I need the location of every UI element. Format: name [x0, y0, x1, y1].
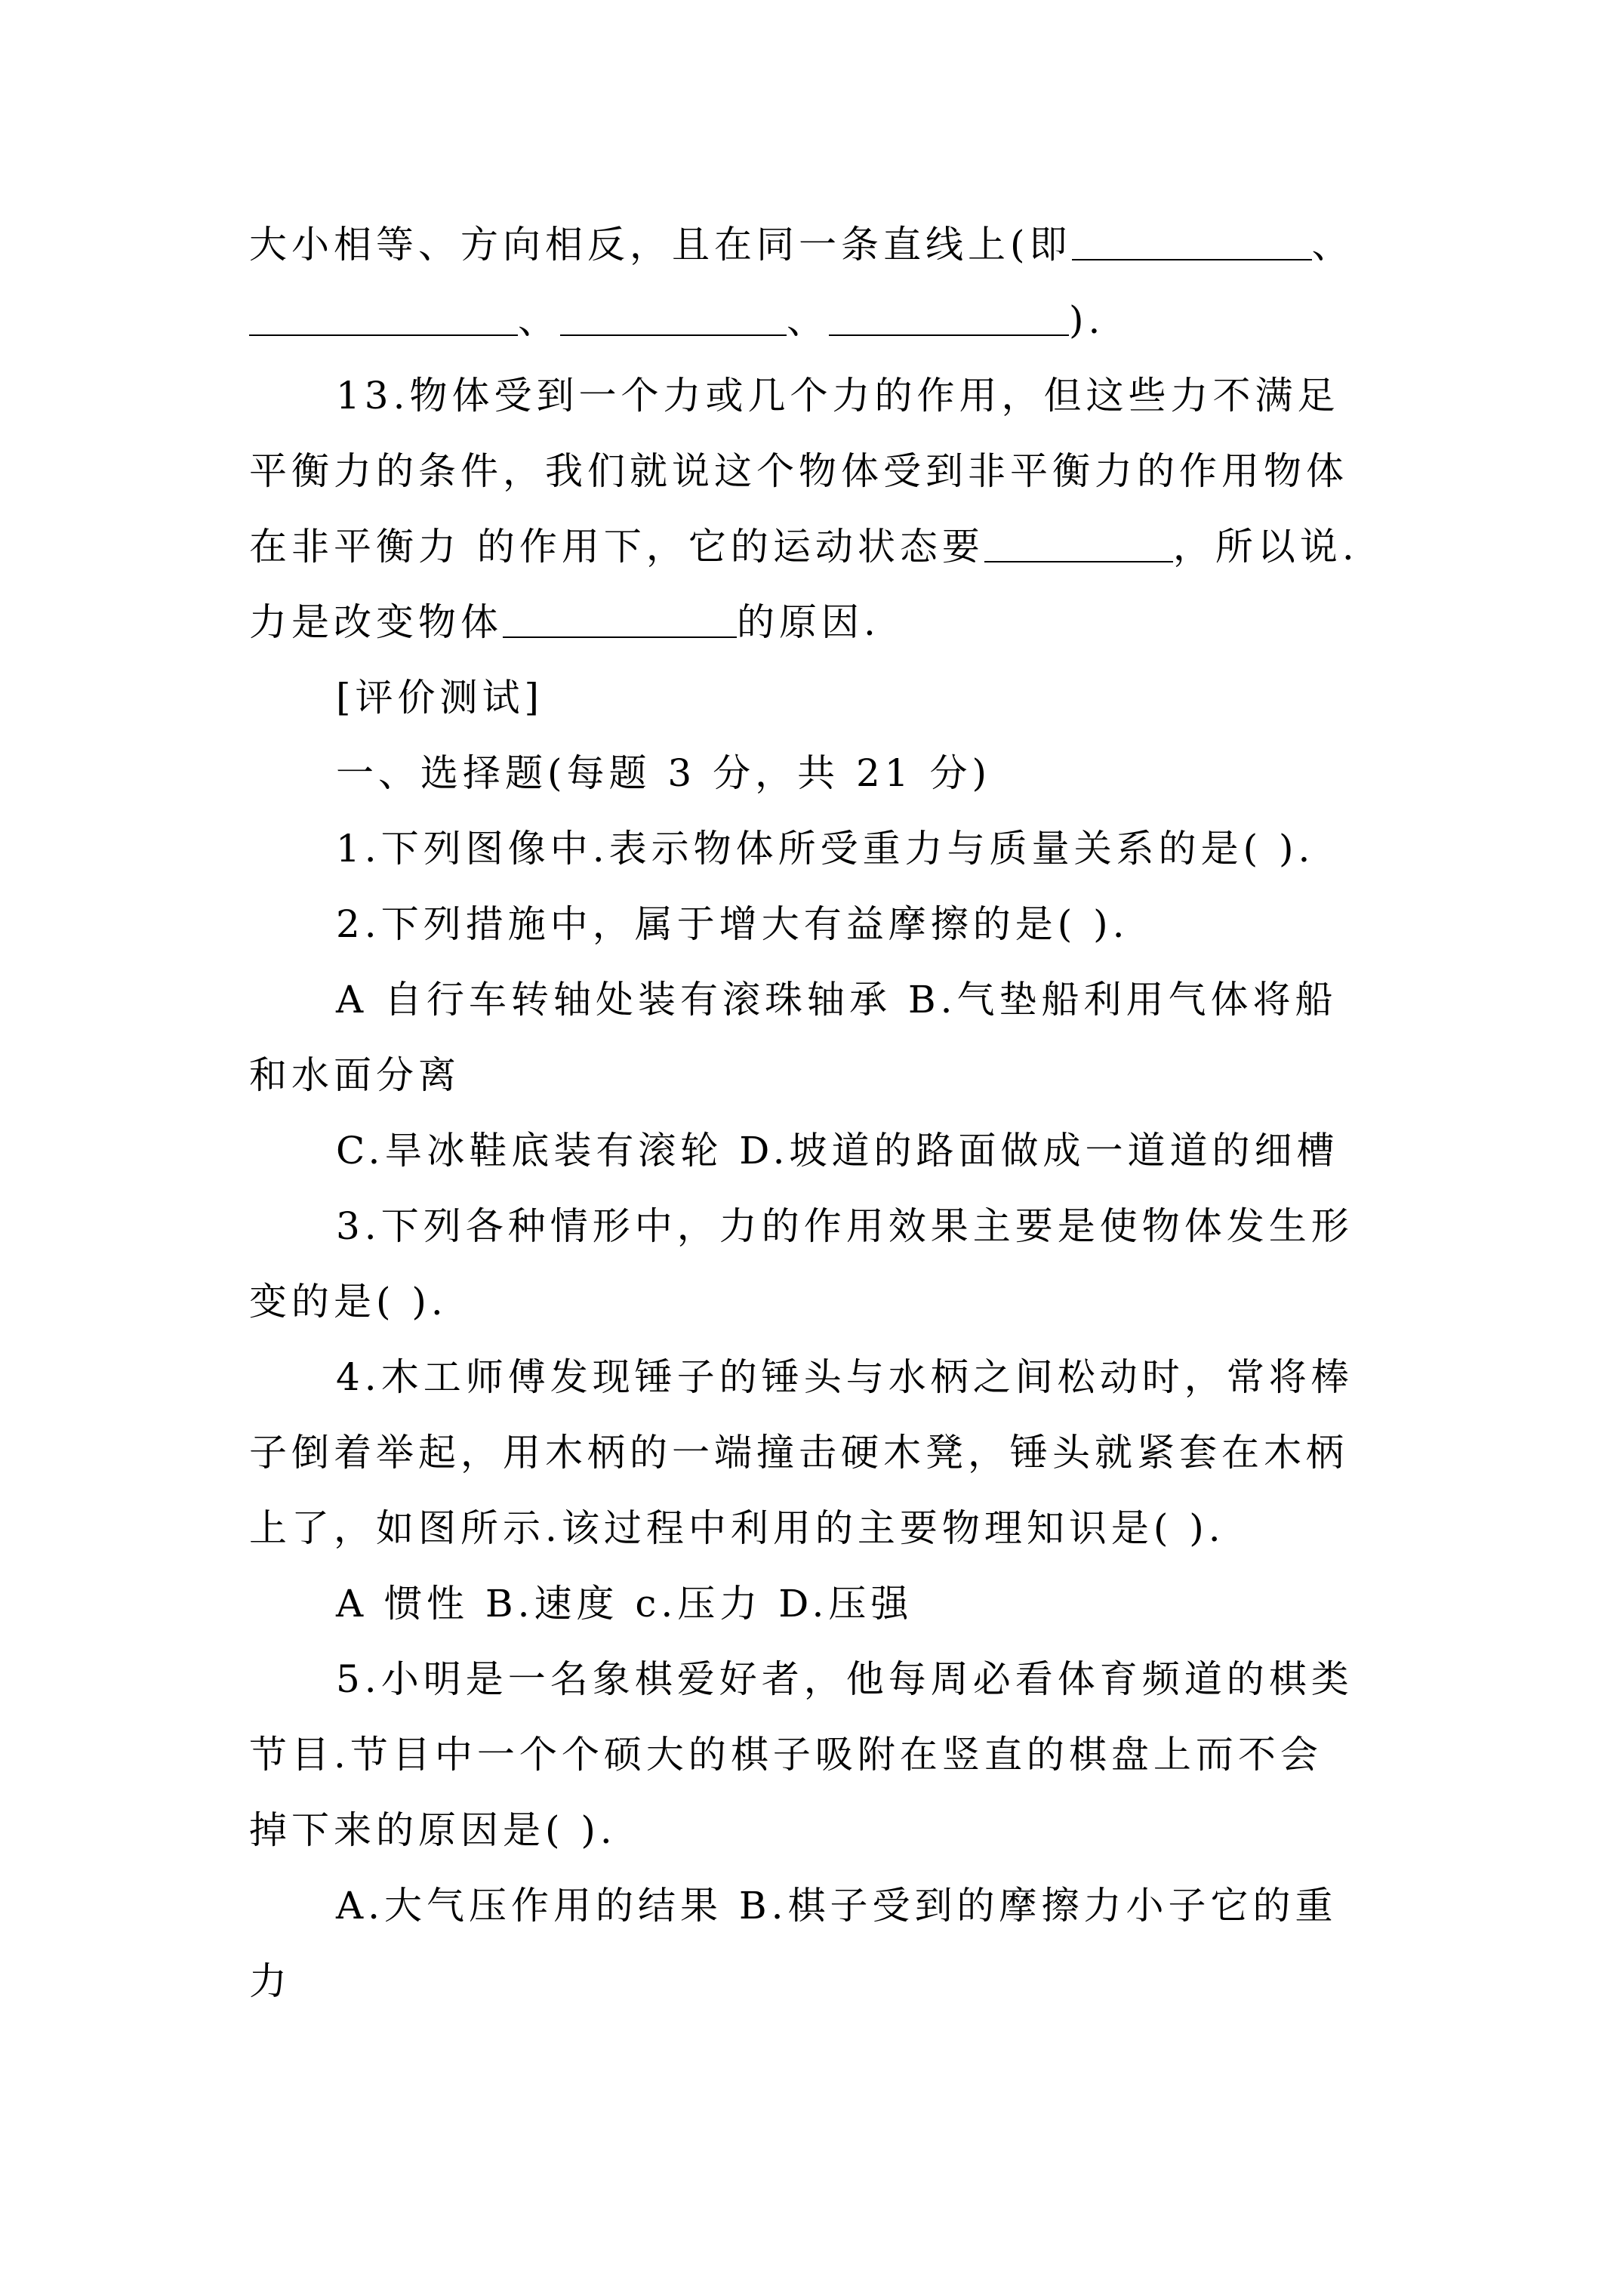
question-13-line-2: 平衡力的条件，我们就说这个物体受到非平衡力的作用物体: [249, 449, 1348, 493]
answer-blank: [984, 526, 1173, 562]
question-3-line-1: 3.下列各种情形中，力的作用效果主要是使物体发生形: [336, 1204, 1354, 1248]
section-heading: [评价测试]: [336, 676, 544, 720]
question-4-options: A 惯性 B.速度 c.压力 D.压强: [336, 1582, 913, 1626]
question-2: 2.下列措施中，属于增大有益摩擦的是( ).: [336, 902, 1129, 946]
question-13-line-1: 13.物体受到一个力或几个力的作用，但这些力不满足: [336, 374, 1340, 418]
question-5-line-1: 5.小明是一名象棋爱好者，他每周必看体育频道的棋类: [336, 1657, 1354, 1701]
text-segment: 力是改变物体: [249, 600, 503, 644]
part-heading: 一、选择题(每题 3 分，共 21 分): [336, 751, 992, 795]
text-line-2: [249, 297, 1104, 343]
question-5-options-ab: A.大气压作用的结果 B.棋子受到的摩擦力小子它的重: [336, 1884, 1338, 1928]
separator: 、: [518, 298, 560, 342]
separator: 、: [787, 298, 829, 342]
answer-blank: [829, 300, 1069, 336]
text-segment: 在非平衡力 的作用下，它的运动状态要: [249, 525, 984, 569]
answer-blank: [1072, 224, 1312, 260]
question-3-line-2: 变的是( ).: [249, 1280, 448, 1324]
question-2-options-ab: A 自行车转轴处装有滚珠轴承 B.气垫船利用气体将船: [336, 978, 1338, 1022]
question-2-options-cd: C.旱冰鞋底装有滚轮 D.坡道的路面做成一道道的细槽: [336, 1129, 1339, 1173]
text-segment: 大小相等、方向相反，且在同一条直线上(即: [249, 223, 1072, 267]
question-13-line-3: [249, 524, 1359, 569]
question-5-line-2: 节目.节目中一个个硕大的棋子吸附在竖直的棋盘上而不会: [249, 1733, 1323, 1777]
text-line-1: [249, 222, 1354, 267]
answer-blank: [560, 300, 787, 336]
answer-blank: [503, 602, 737, 638]
question-2-options-ab-cont: 和水面分离: [249, 1053, 460, 1097]
question-4-line-2: 子倒着举起，用木柄的一端撞击硬木凳，锤头就紧套在木柄: [249, 1431, 1348, 1475]
question-1: 1.下列图像中.表示物体所受重力与质量关系的是( ).: [336, 827, 1315, 871]
text-segment: 的原因.: [737, 600, 880, 644]
question-4-line-3: 上了，如图所示.该过程中利用的主要物理知识是( ).: [249, 1506, 1225, 1550]
text-segment: ).: [1069, 298, 1105, 342]
question-5-line-3: 掉下来的原因是( ).: [249, 1808, 617, 1852]
separator: 、: [1311, 223, 1354, 267]
text-segment: ，所以说.: [1172, 525, 1359, 569]
answer-blank: [249, 300, 518, 336]
question-13-line-4: [249, 599, 880, 645]
question-5-options-ab-cont: 力: [249, 1959, 291, 2003]
question-4-line-1: 4.木工师傅发现锤子的锤头与水柄之间松动时，常将棒: [336, 1355, 1354, 1399]
